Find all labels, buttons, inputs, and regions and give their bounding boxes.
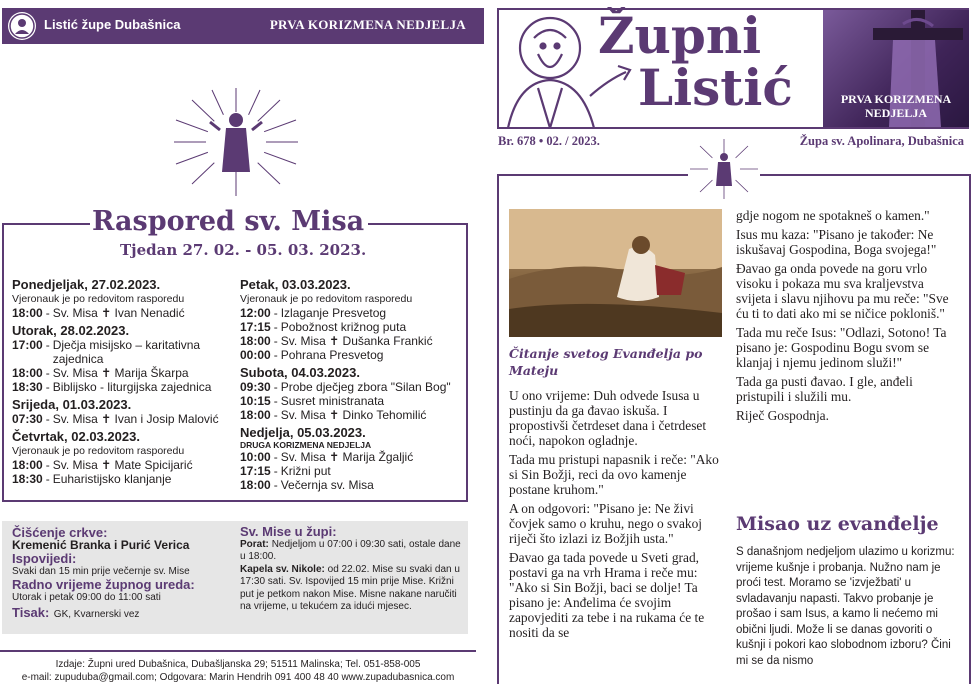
event-text: Križni put [280,464,331,478]
lent-label-line2: NEDJELJA [864,106,927,120]
masses-label: Sv. Mise u župi: [240,524,337,539]
print-label: Tisak: [12,605,50,620]
day-block [240,366,462,422]
porat-value: Nedjeljom u 07:00 i 09:30 sati, ostale dane u 18:00. [240,538,461,562]
event-time: 07:30 [12,412,43,426]
event-time: 18:00 [240,478,271,492]
issue-number: Br. 678 • 02. / 2023. [498,134,600,148]
day-note: Vjeronauk je po redovitom rasporedu [12,445,185,457]
day-block [12,278,234,320]
day-block [12,324,234,394]
event-time: 17:15 [240,320,271,334]
day-heading: Četvrtak, 02.03.2023. [12,429,140,444]
event-row: 18:00 - Sv. Misa ✝ Dinko Tehomilić [240,408,427,422]
info-box [2,521,468,634]
event-text: Sv. Misa ✝ Marija Žgaljić [280,450,414,464]
sunday-label: PRVA KORIZMENA NEDJELJA [269,17,466,32]
info-right [240,526,462,614]
event-row: 17:15 - Pobožnost križnog puta [240,320,407,334]
event-row: 10:00 - Sv. Misa ✝ Marija Žgaljić [240,450,414,464]
event-time: 10:15 [240,394,271,408]
risen-jesus-icon [170,86,302,198]
day-note: Vjeronauk je po redovitom rasporedu [240,293,413,305]
right-page [488,0,976,687]
day-block [12,398,234,426]
cleaning-value: Kremenić Branka i Purić Verica [12,538,190,552]
event-text: Pohrana Presvetog [280,348,384,362]
event-text: Susret ministranata [280,394,385,408]
event-row: 18:30 - Biblijsko - liturgijska zajednica [12,380,212,394]
day-heading: Petak, 03.03.2023. [240,277,351,292]
event-text: Sv. Misa ✝ Mate Spicijarić [52,458,193,472]
event-text: Probe dječjeg zbora "Silan Bog" [280,380,451,394]
event-text: Pobožnost križnog puta [280,320,407,334]
event-text: Sv. Misa ✝ Marija Škarpa [52,366,189,380]
gospel-paragraph: Isus mu kaza: "Pisano je također: Ne iskušavaj Gospodina, Boga svojega!" [736,227,937,257]
event-time: 00:00 [240,348,271,362]
day-heading: Srijeda, 01.03.2023. [12,397,132,412]
cleaning-label: Čišćenje crkve: [12,525,108,540]
event-text: Biblijsko - liturgijska zajednica [52,380,212,394]
event-time: 12:00 [240,306,271,320]
schedule-title: Raspored sv. Misa [92,206,365,237]
gospel-paragraph: Tada mu pristupi napasnik i reče: "Ako si Sin Božji, reci da ovo kamenje postane kruhom." [509,452,719,497]
event-row: 18:00 - Sv. Misa ✝ Mate Spicijarić [12,458,193,472]
event-text: Sv. Misa ✝ Ivan Nenadić [52,306,185,320]
event-row: 07:30 - Sv. Misa ✝ Ivan i Josip Malović [12,412,219,426]
day-heading: Nedjelja, 05.03.2023. [240,425,366,440]
event-time: 18:00 [240,334,271,348]
gospel-paragraph: Đavao ga onda povede na goru vrlo visoku i pokaza mu sva kraljevstva svijeta i slavu njihovu pa mu reče: "Sve ću ti to dati ako mi se ničice pokloniš." [736,261,949,321]
masthead-title-line2: Listić [638,58,793,117]
event-time: 09:30 [240,380,271,394]
event-text: Večernja sv. Misa [280,478,374,492]
day-heading: Ponedjeljak, 27.02.2023. [12,277,161,292]
parish-label: Listić župe Dubašnica [44,17,181,32]
day-block [240,278,462,362]
event-row: 18:30 - Euharistijsko klanjanje [12,472,172,486]
kapela-label: Kapela sv. Nikole: [240,563,325,575]
reflection-title: Misao uz evanđelje [736,513,939,535]
confession-label: Ispovijedi: [12,551,77,566]
event-row: 18:00 - Večernja sv. Misa [240,478,374,492]
office-label: Radno vrijeme župnog ureda: [12,577,195,592]
event-row: 17:00 - Dječja misijsko – karitativna zajednica [12,338,234,366]
parish-name: Župa sv. Apolinara, Dubašnica [799,134,964,148]
schedule-column-left [12,274,234,486]
gospel-paragraph: gdje nogom ne spotakneš o kamen." [736,208,930,223]
day-note: Vjeronauk je po redovitom rasporedu [12,293,185,305]
event-time: 18:00 [12,306,43,320]
day-heading: Utorak, 28.02.2023. [12,323,130,338]
gospel-paragraph: U ono vrijeme: Duh odvede Isusa u pustinju da ga đavao iskuša. I propostivši četrdeset dana i četrdeset noći, napokon ogladnje. [509,388,707,448]
event-time: 18:00 [12,366,43,380]
jesus-in-desert-image [509,209,722,337]
left-header-bar [2,8,484,44]
lent-label-line1: PRVA KORIZMENA [840,92,952,106]
event-row: 09:30 - Probe dječjeg zbora "Silan Bog" [240,380,451,394]
event-text: Sv. Misa ✝ Ivan i Josip Malović [52,412,219,426]
footer-line-1: Izdaje: Župni ured Dubašnica, Dubašljanska 29; 51511 Malinska; Tel. 051-858-005 [55,659,421,670]
event-time: 17:15 [240,464,271,478]
day-block [12,430,234,486]
event-text: Sv. Misa ✝ Dinko Tehomilić [280,408,427,422]
event-row: 18:00 - Sv. Misa ✝ Dušanka Frankić [240,334,433,348]
day-note: DRUGA KORIZMENA NEDJELJA [240,440,372,450]
event-time: 18:00 [240,408,271,422]
event-text: Euharistijsko klanjanje [52,472,172,486]
porat-label: Porat: [240,538,269,550]
gospel-paragraph: Riječ Gospodnja. [736,408,829,423]
print-value: GK, Kvarnerski vez [53,609,140,620]
footer [0,650,476,684]
event-row: 00:00 - Pohrana Presvetog [240,348,384,362]
gospel-text-left [509,388,721,644]
event-text: Izlaganje Presvetog [280,306,387,320]
event-time: 18:30 [12,472,43,486]
event-row: 10:15 - Susret ministranata [240,394,385,408]
reflection-text: S današnjom nedjeljom ulazimo u korizmu: vrijeme kušnje i probanja. Nužno nam je proći test. Moramo se 'izvježbati' u svladavanju napasti. Takvo probanje je prošao i sam Isus, a kamo li nećemo mi obični ljudi. Može li se danas govoriti o kušnji i pokori kao slobodnom izboru? Čini mi se da nismo [736,546,955,667]
gospel-paragraph: Tada mu reče Isus: "Odlazi, Sotono! Ta pisano je: Gospodinu Bogu svom se klanjaj i njemu jedinom služi!" [736,325,947,370]
event-row: 17:15 - Križni put [240,464,331,478]
gospel-paragraph: Tada ga pusti đavao. I gle, anđeli pristupili i služili mu. [736,374,913,404]
masthead-title-line1: Župni [598,6,762,65]
office-value: Utorak i petak 09:00 do 11:00 sati [12,592,161,603]
event-row: 12:00 - Izlaganje Presvetog [240,306,387,320]
gospel-paragraph: A on odgovori: "Pisano je: Ne živi čovjek samo o kruhu, nego o svakoj riječi što izlazi iz Božjih usta." [509,501,703,546]
lent-label [823,92,969,120]
event-text: Dječja misijsko – karitativna zajednica [52,338,201,366]
confession-value: Svaki dan 15 min prije večernje sv. Mise [12,566,190,577]
kapela-value: od 22.02. Mise su svaki dan u 17:30 sati. Sv. Ispovijed 15 min prije Mise. Križni put je petkom nakon Mise. Misne nakane naručiti na vrijeme, u tekućem za idući mjesec. [240,563,460,612]
day-heading: Subota, 04.03.2023. [240,365,360,380]
event-row: 18:00 - Sv. Misa ✝ Marija Škarpa [12,366,189,380]
risen-jesus-small-icon [688,138,760,200]
schedule-column-right [240,274,462,492]
event-time: 18:30 [12,380,43,394]
footer-line-2: e-mail: zupuduba@gmail.com; Odgovara: Marin Hendrih 091 400 48 40 www.zupadubasnica.com [21,672,455,683]
schedule-week: Tjedan 27. 02. - 05. 03. 2023. [120,241,367,259]
reading-title: Čitanje svetog Evanđelja po Mateju [509,346,703,378]
lent-cross-image [823,10,969,127]
info-left [12,526,230,621]
event-time: 10:00 [240,450,271,464]
event-row: 18:00 - Sv. Misa ✝ Ivan Nenadić [12,306,185,320]
gospel-text-right [736,208,958,427]
gospel-paragraph: Đavao ga tada povede u Sveti grad, postavi ga na vrh Hrama i reče mu: "Ako si Sin Božji, baci se dolje! Ta pisano je: Anđelima će svojim zapovjediti za tebe i na rukama će te nositi da se [509,550,705,640]
event-text: Sv. Misa ✝ Dušanka Frankić [280,334,433,348]
event-time: 17:00 [12,338,43,352]
event-time: 18:00 [12,458,43,472]
day-block [240,426,462,492]
parish-logo-icon [8,12,36,40]
